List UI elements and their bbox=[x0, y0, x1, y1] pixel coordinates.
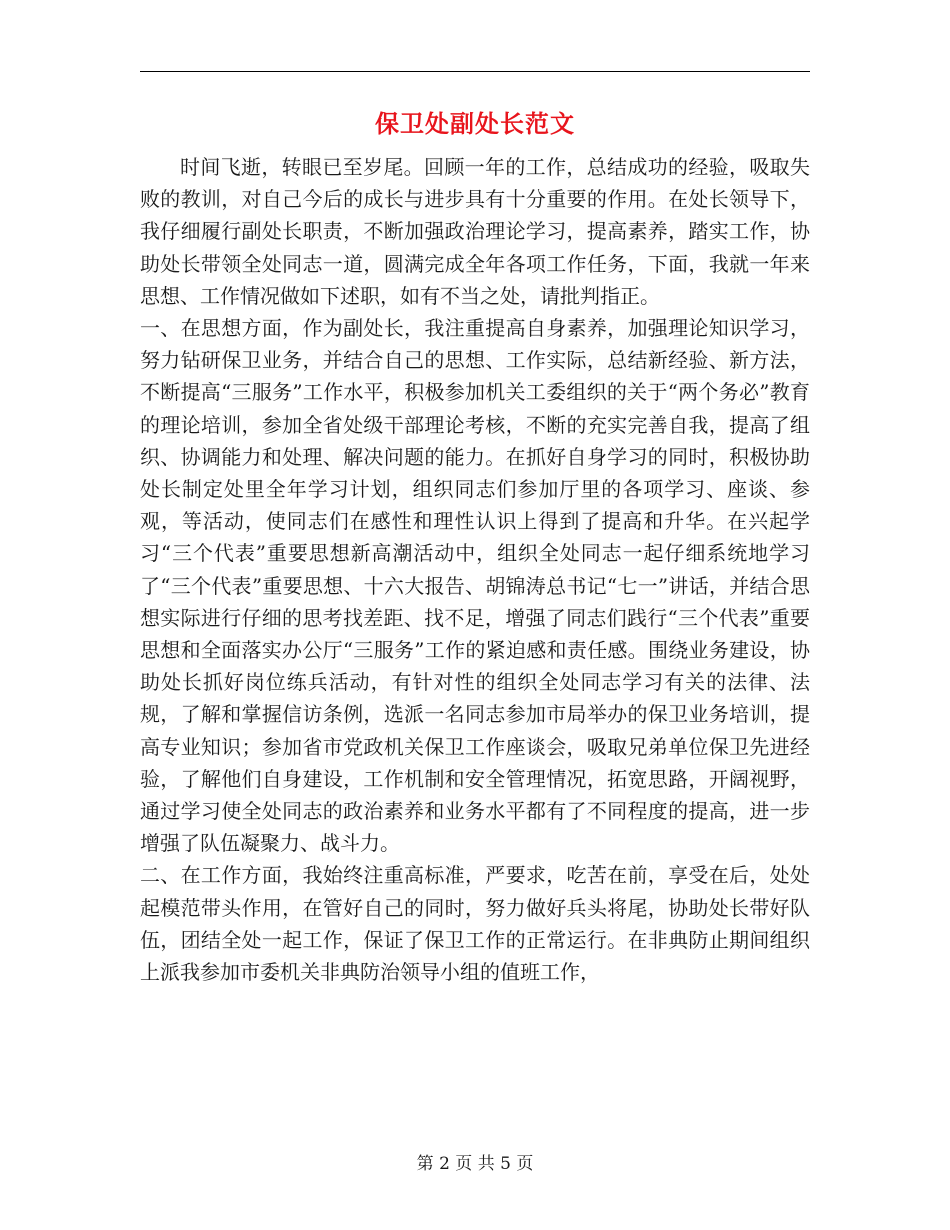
paragraph-intro: 时间飞逝，转眼已至岁尾。回顾一年的工作，总结成功的经验，吸取失败的教训，对自己今后的成长与进步具有十分重要的作用。在处长领导下，我仔细履行副处长职责，不断加强政治理论学习，提高素养，踏实工作，协助处长带领全处同志一道，圆满完成全年各项工作任务，下面，我就一年来思想、工作情况做如下述职，如有不当之处，请批判指正。 bbox=[140, 155, 810, 308]
header-rule bbox=[140, 71, 810, 72]
paragraph-work: 二、在工作方面，我始终注重高标准，严要求，吃苦在前，享受在后，处处起模范带头作用，在管好自己的同时，努力做好兵头将尾，协助处长带好队伍，团结全处一起工作，保证了保卫工作的正常运行。在非典防止期间组织上派我参加市委机关非典防治领导小组的值班工作， bbox=[140, 863, 810, 985]
paragraph-thought: 一、在思想方面，作为副处长，我注重提高自身素养，加强理论知识学习，努力钻研保卫业务，并结合自己的思想、工作实际，总结新经验、新方法，不断提高“三服务”工作水平，积极参加机关工委组织的关于“两个务必”教育的理论培训，参加全省处级干部理论考核，不断的充实完善自我，提高了组织、协调能力和处理、解决问题的能力。在抓好自身学习的同时，积极协助处长制定处里全年学习计划，组织同志们参加厅里的各项学习、座谈、参观，等活动，使同志们在感性和理性认识上得到了提高和升华。在兴起学习“三个代表”重要思想新高潮活动中，组织全处同志一起仔细系统地学习了“三个代表”重要思想、十六大报告、胡锦涛总书记“七一”讲话，并结合思想实际进行仔细的思考找差距、找不足，增强了同志们践行“三个代表”重要思想和全面落实办公厅“三服务”工作的紧迫感和责任感。围绕业务建设，协助处长抓好岗位练兵活动，有针对性的组织全处同志学习有关的法律、法规，了解和掌握信访条例，选派一名同志参加市局举办的保卫业务培训，提高专业知识；参加省市党政机关保卫工作座谈会，吸取兄弟单位保卫先进经验，了解他们自身建设，工作机制和安全管理情况，拓宽思路，开阔视野，通过学习使全处同志的政治素养和业务水平都有了不同程度的提高，进一步增强了队伍凝聚力、战斗力。 bbox=[140, 316, 810, 856]
page-number-footer: 第 2 页 共 5 页 bbox=[416, 1154, 534, 1174]
document-body bbox=[140, 151, 810, 988]
document-title: 保卫处副处长范文 bbox=[375, 109, 575, 138]
